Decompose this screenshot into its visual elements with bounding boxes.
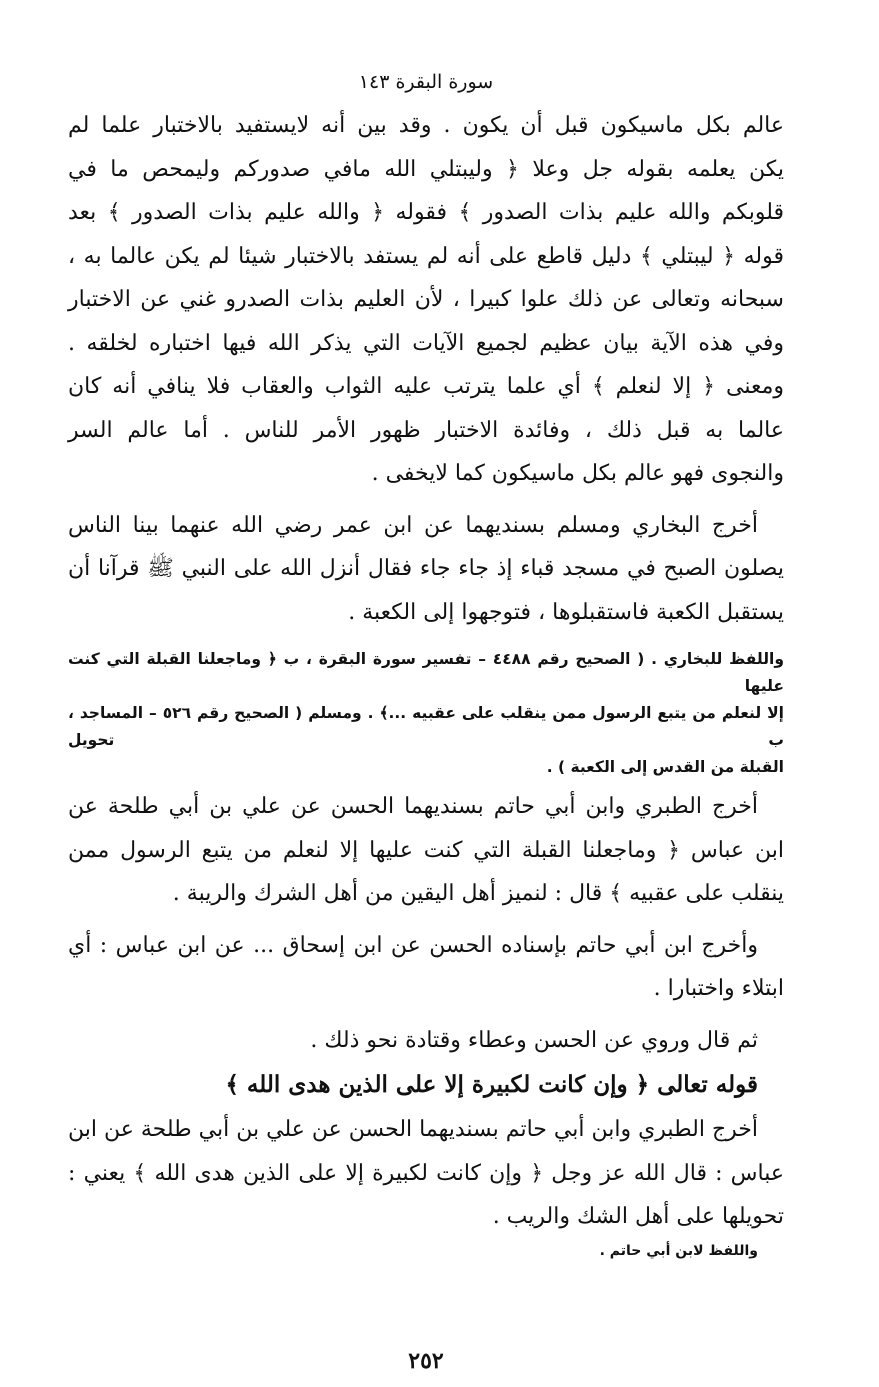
text-line: يصلون الصبح في مسجد قباء إذ جاء جاء فقال أنزل الله على النبي ﷺ قرآنا أن bbox=[68, 556, 784, 581]
paragraph-verse-commentary bbox=[68, 1108, 784, 1239]
paragraph-bukhari-narration bbox=[68, 504, 784, 635]
text-line: عالم بكل ماسيكون قبل أن يكون . وقد بين أنه لايستفيد بالاختبار علما لم bbox=[68, 113, 784, 138]
text-line: قوله ﴿ ليبتلي ﴾ دليل قاطع على أنه لم يستفد بالاختبار شيئا لم يكن عالما به ، bbox=[68, 243, 784, 269]
paragraph-tabari-narration bbox=[68, 785, 784, 916]
text-line: ومعنى ﴿ إلا لنعلم ﴾ أي علما يترتب عليه الثواب والعقاب فلا ينافي أنه كان bbox=[68, 374, 784, 399]
text-line: والنجوى فهو عالم بكل ماسيكون كما لايخفى . bbox=[371, 461, 784, 486]
footnote-wording: واللفظ لابن أبي حاتم . bbox=[599, 1242, 758, 1259]
text-line: وفي هذه الآية بيان عظيم لجميع الآيات التي يذكر الله فيها اختباره لخلقه . bbox=[68, 330, 784, 356]
verse-heading: قوله تعالى ﴿ وإن كانت لكبيرة إلا على الذين هدى الله ﴾ bbox=[225, 1071, 758, 1098]
text-line: قلوبكم والله عليم بذات الصدور ﴾ فقوله ﴿ والله عليم بذات الصدور ﴾ بعد bbox=[68, 200, 784, 225]
text-line: ينقلب على عقبيه ﴾ قال : لنميز أهل اليقين من أهل الشرك والريبة . bbox=[172, 881, 784, 906]
text-line: تحويلها على أهل الشك والريب . bbox=[492, 1204, 784, 1229]
text-line: أخرج الطبري وابن أبي حاتم بسنديهما الحسن عن علي بن أبي طلحة عن bbox=[68, 794, 758, 819]
paragraph-tafsir bbox=[68, 104, 784, 496]
text-line: يكن يعلمه بقوله جل وعلا ﴿ وليبتلي الله مافي صدوركم وليمحص ما في bbox=[68, 156, 784, 182]
running-header: سورة البقرة ١٤٣ bbox=[358, 71, 494, 93]
document-page bbox=[68, 70, 785, 1374]
text-line: عالما به قبل ذلك ، وفائدة الاختبار ظهور الأمر للناس . أما عالم السر bbox=[68, 417, 784, 443]
text-line: أخرج البخاري ومسلم بسنديهما عن ابن عمر رضي الله عنهما بينا الناس bbox=[68, 512, 758, 538]
note-line: القبلة من القدس إلى الكعبة ) . bbox=[546, 758, 784, 776]
note-line: واللفظ للبخاري . ( الصحيح رقم ٤٤٨٨ – تفسير سورة البقرة ، ب ﴿ وماجعلنا القبلة التي كنت عليها bbox=[68, 650, 785, 695]
text-line: سبحانه وتعالى عن ذلك علوا كبيرا ، لأن العليم بذات الصدرو غني عن الاختبار bbox=[68, 287, 784, 312]
text-line: عباس : قال الله عز وجل ﴿ وإن كانت لكبيرة إلا على الذين هدى الله ﴾ يعني : bbox=[68, 1160, 784, 1186]
page-number: ٢٥٢ bbox=[408, 1348, 444, 1374]
text-line: وأخرج ابن أبي حاتم بإسناده الحسن عن ابن إسحاق ... عن ابن عباس : أي bbox=[68, 932, 758, 958]
text-line: ثم قال وروي عن الحسن وعطاء وقتادة نحو ذلك . bbox=[310, 1027, 758, 1053]
paragraph-ibn-abi-hatim bbox=[68, 924, 784, 1011]
text-line: ابن عباس ﴿ وماجعلنا القبلة التي كنت عليها إلا لنعلم من يتبع الرسول ممن bbox=[68, 837, 784, 863]
note-line: إلا لنعلم من يتبع الرسول ممن ينقلب على عقبيه ...﴾ . ومسلم ( الصحيح رقم ٥٢٦ – المساجد ، ب تحويل bbox=[68, 704, 784, 749]
footnote-source bbox=[68, 646, 784, 781]
text-line: ابتلاء واختبارا . bbox=[653, 976, 784, 1001]
text-line: يستقبل الكعبة فاستقبلوها ، فتوجهوا إلى الكعبة . bbox=[348, 599, 784, 625]
text-line: أخرج الطبري وابن أبي حاتم بسنديهما الحسن عن علي بن أبي طلحة عن ابن bbox=[68, 1117, 758, 1142]
paragraph-also-narrated bbox=[68, 1019, 784, 1063]
